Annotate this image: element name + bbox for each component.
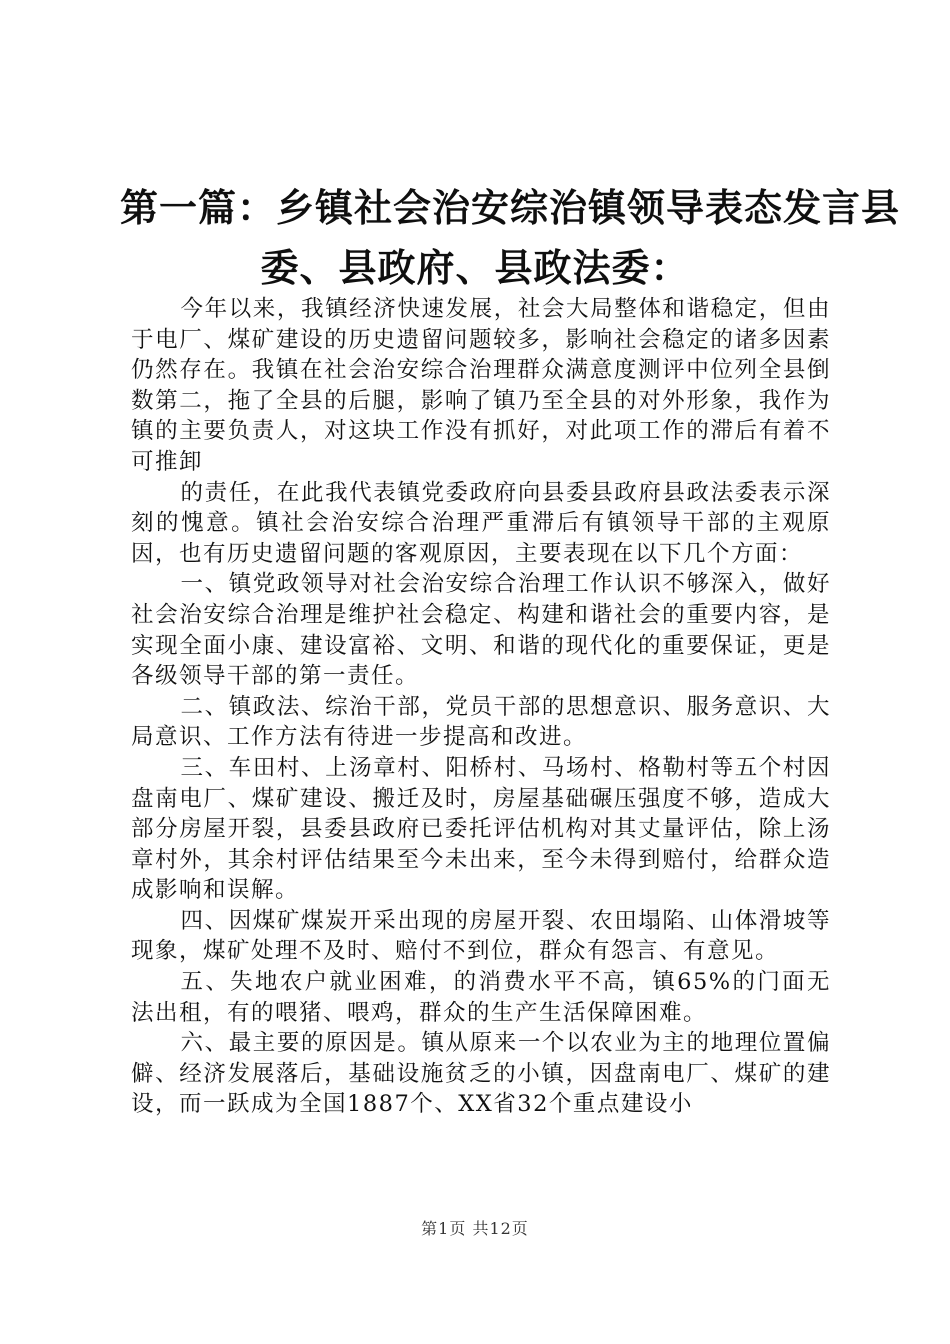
paragraph-item-5: 五、失地农户就业困难，的消费水平不高，镇65%的门面无法出租，有的喂猪、喂鸡，群众的生产生活保障困难。 bbox=[131, 969, 831, 1026]
paragraph-item-3: 三、车田村、上汤章村、阳桥村、马场村、格勒村等五个村因盘南电厂、煤矿建设、搬迁及时，房屋基础碾压强度不够，造成大部分房屋开裂，县委县政府已委托评估机构对其丈量评估，除上汤章村外，其余村评估结果至今未出来，至今未得到赔付，给群众造成影响和误解。 bbox=[131, 754, 831, 904]
paragraph-intro: 今年以来，我镇经济快速发展，社会大局整体和谐稳定，但由于电厂、煤矿建设的历史遗留问题较多，影响社会稳定的诸多因素仍然存在。我镇在社会治安综合治理群众满意度测评中位列全县倒数第二，拖了全县的后腿，影响了镇乃至全县的对外形象，我作为镇的主要负责人，对这块工作没有抓好，对此项工作的滞后有着不可推卸 bbox=[131, 296, 831, 475]
title-line-2: 委、县政府、县政法委： bbox=[260, 245, 690, 290]
paragraph-responsibility: 的责任，在此我代表镇党委政府向县委县政府县政法委表示深刻的愧意。镇社会治安综合治理严重滞后有镇领导干部的主观原因，也有历史遗留问题的客观原因，主要表现在以下几个方面： bbox=[131, 479, 831, 567]
document-body bbox=[131, 294, 831, 1120]
paragraph-item-1: 一、镇党政领导对社会治安综合治理工作认识不够深入，做好社会治安综合治理是维护社会稳定、构建和谐社会的重要内容，是实现全面小康、建设富裕、文明、和谐的现代化的重要保证，更是各级领导干部的第一责任。 bbox=[131, 571, 831, 690]
document-title bbox=[120, 178, 901, 298]
paragraph-item-2: 二、镇政法、综治干部，党员干部的思想意识、服务意识、大局意识、工作方法有待进一步提高和改进。 bbox=[131, 693, 831, 751]
title-line-1: 第一篇：乡镇社会治安综治镇领导表态发言县 bbox=[120, 185, 901, 230]
page-footer: 第1页 共12页 bbox=[421, 1219, 529, 1238]
paragraph-item-6: 六、最主要的原因是。镇从原来一个以农业为主的地理位置偏僻、经济发展落后，基础设施贫乏的小镇，因盘南电厂、煤矿的建设，而一跃成为全国1887个、XX省32个重点建设小 bbox=[131, 1030, 831, 1118]
paragraph-item-4: 四、因煤矿煤炭开采出现的房屋开裂、农田塌陷、山体滑坡等现象，煤矿处理不及时、赔付不到位，群众有怨言、有意见。 bbox=[131, 907, 831, 965]
